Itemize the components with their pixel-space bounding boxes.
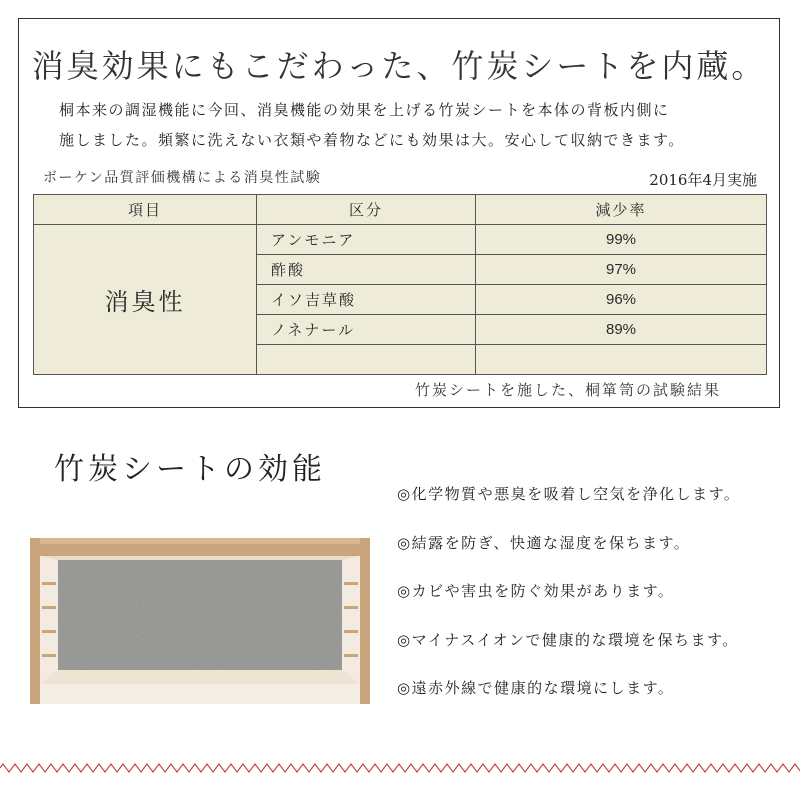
benefit-list (397, 483, 797, 726)
header-rate: 減少率 (476, 195, 767, 225)
intro-line: 施しました。頻繁に洗えない衣類や着物などにも効果は大。安心して収納できます。 (59, 131, 685, 149)
intro-line: 桐本来の調湿機能に今回、消臭機能の効果を上げる竹炭シートを本体の背板内側に (59, 101, 670, 119)
deodorizing-info-box (18, 18, 780, 408)
rate-cell: 89% (476, 315, 767, 345)
kubun-cell (257, 345, 476, 375)
list-item: ◎結露を防ぎ、快適な湿度を保ちます。 (397, 533, 691, 552)
rate-cell: 97% (476, 255, 767, 285)
intro-text (59, 95, 759, 155)
cabinet-illustration (30, 538, 370, 704)
list-item: ◎カビや害虫を防ぐ効果があります。 (397, 582, 675, 600)
rate-cell: 96% (476, 285, 767, 315)
item-cell: 消臭性 (34, 225, 257, 375)
kubun-cell: イソ吉草酸 (257, 285, 476, 315)
header-kubun: 区分 (257, 195, 476, 225)
section-title: 竹炭シートの効能 (54, 452, 326, 487)
test-results-table (33, 194, 767, 375)
table-header-row (34, 195, 767, 225)
kubun-cell: アンモニア (257, 225, 476, 255)
headline: 消臭効果にもこだわった、竹炭シートを内蔵。 (31, 47, 767, 85)
table-row (34, 225, 767, 255)
list-item: ◎マイナスイオンで健康的な環境を保ちます。 (397, 630, 739, 649)
kubun-cell: ノネナール (257, 315, 476, 345)
rate-cell (476, 345, 767, 375)
header-item: 項目 (34, 195, 257, 225)
wavy-divider (0, 761, 800, 775)
list-item: ◎化学物質や悪臭を吸着し空気を浄化します。 (397, 485, 741, 503)
test-caption: ボーケン品質評価機構による消臭性試験 (43, 170, 322, 186)
rate-cell: 99% (476, 225, 767, 255)
kubun-cell: 酢酸 (257, 255, 476, 285)
test-date: 2016年4月実施 (649, 171, 757, 189)
list-item: ◎遠赤外線で健康的な環境にします。 (397, 679, 675, 697)
result-caption: 竹炭シートを施した、桐箪笥の試験結果 (414, 381, 721, 399)
